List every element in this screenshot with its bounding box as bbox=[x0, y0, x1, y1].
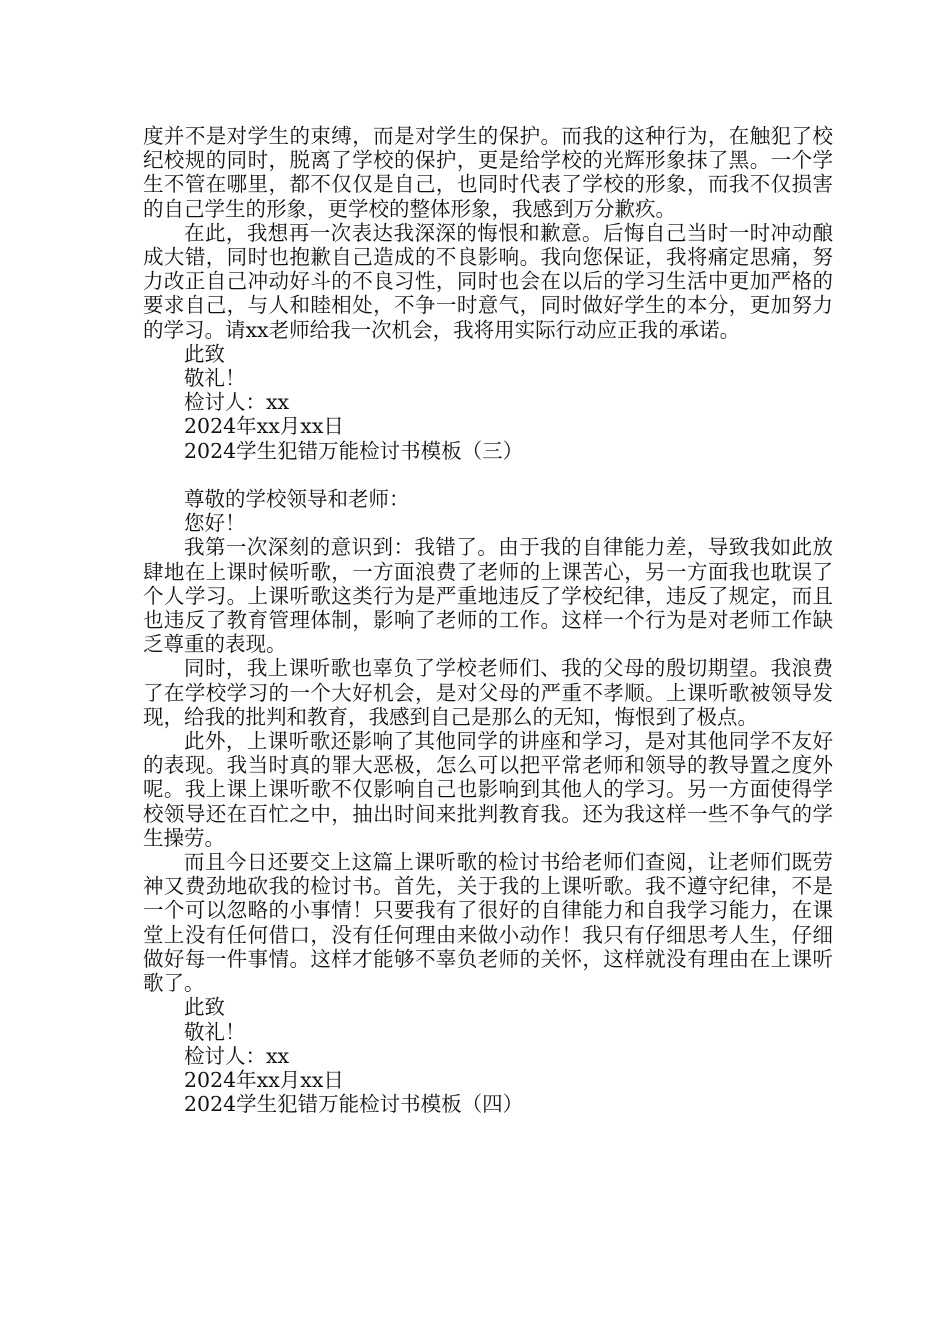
salutation: 尊敬的学校领导和老师： bbox=[184, 487, 410, 512]
blank-line bbox=[143, 463, 833, 487]
paragraph-self-discipline: 而且今日还要交上这篇上课听歌的检讨书给老师们查阅，让老师们既劳神又费劲地砍我的检讨书。首先，关于我的上课听歌。我不遵守纪律，不是一个可以忽略的小事情！只要我有了很好的自律能力和自我学习能力，在课堂上没有任何借口，没有任何理由来做小动作！我只有仔细思考人生，仔细做好每一件事情。这样才能够不辜负老师的关怀，这样就没有理由在上课听歌了。 bbox=[143, 850, 833, 996]
signer-line: 检讨人：xx bbox=[184, 1043, 290, 1068]
greeting: 您好！ bbox=[184, 511, 246, 536]
paragraph-continuation: 度并不是对学生的束缚，而是对学生的保护。而我的这种行为，在触犯了校纪校规的同时，脱离了学校的保护，更是给学校的光辉形象抹了黑。一个学生不管在哪里，都不仅仅是自己，也同时代表了学校的形象，而我不仅损害的自己学生的形象，更学校的整体形象，我感到万分歉疚。 bbox=[143, 124, 833, 221]
paragraph-parents: 同时，我上课听歌也辜负了学校老师们、我的父母的殷切期望。我浪费了在学校学习的一个大好机会，是对父母的严重不孝顺。上课听歌被领导发现，给我的批判和教育，我感到自己是那么的无知，悔恨到了极点。 bbox=[143, 656, 833, 729]
paragraph-classmates: 此外，上课听歌还影响了其他同学的讲座和学习，是对其他同学不友好的表现。我当时真的罪大恶极，怎么可以把平常老师和领导的教导置之度外呢。我上课上课听歌不仅影响自己也影响到其他人的学习。另一方面使得学校领导还在百忙之中，抽出时间来批判教育我。还为我这样一些不争气的学生操劳。 bbox=[143, 729, 833, 850]
date-line: 2024年xx月xx日 bbox=[184, 414, 344, 439]
date-line: 2024年xx月xx日 bbox=[184, 1067, 344, 1092]
document-page bbox=[143, 124, 833, 1116]
closing-jing-li: 敬礼！ bbox=[184, 366, 246, 391]
paragraph-apology-closing: 在此，我想再一次表达我深深的悔恨和歉意。后悔自己当时一时冲动酿成大错，同时也抱歉自己造成的不良影响。我向您保证，我将痛定思痛，努力改正自己冲动好斗的不良习性，同时也会在以后的学习生活中更加严格的要求自己，与人和睦相处，不争一时意气，同时做好学生的本分，更加努力的学习。请xx老师给我一次机会，我将用实际行动应正我的承诺。 bbox=[143, 220, 833, 342]
signer-line: 检讨人：xx bbox=[184, 390, 290, 415]
paragraph-realization: 我第一次深刻的意识到：我错了。由于我的自律能力差，导致我如此放肆地在上课时候听歌，一方面浪费了老师的上课苦心，另一方面我也耽误了个人学习。上课听歌这类行为是严重地违反了学校纪律，违反了规定，而且也违反了教育管理体制，影响了老师的工作。这样一个行为是对老师工作缺乏尊重的表现。 bbox=[143, 535, 833, 657]
section-title-three: 2024学生犯错万能检讨书模板（三） bbox=[184, 438, 524, 463]
closing-jing-li: 敬礼！ bbox=[184, 1019, 246, 1044]
section-title-four: 2024学生犯错万能检讨书模板（四） bbox=[184, 1092, 524, 1117]
closing-ci-zhi: 此致 bbox=[184, 341, 225, 366]
closing-ci-zhi: 此致 bbox=[184, 995, 225, 1020]
